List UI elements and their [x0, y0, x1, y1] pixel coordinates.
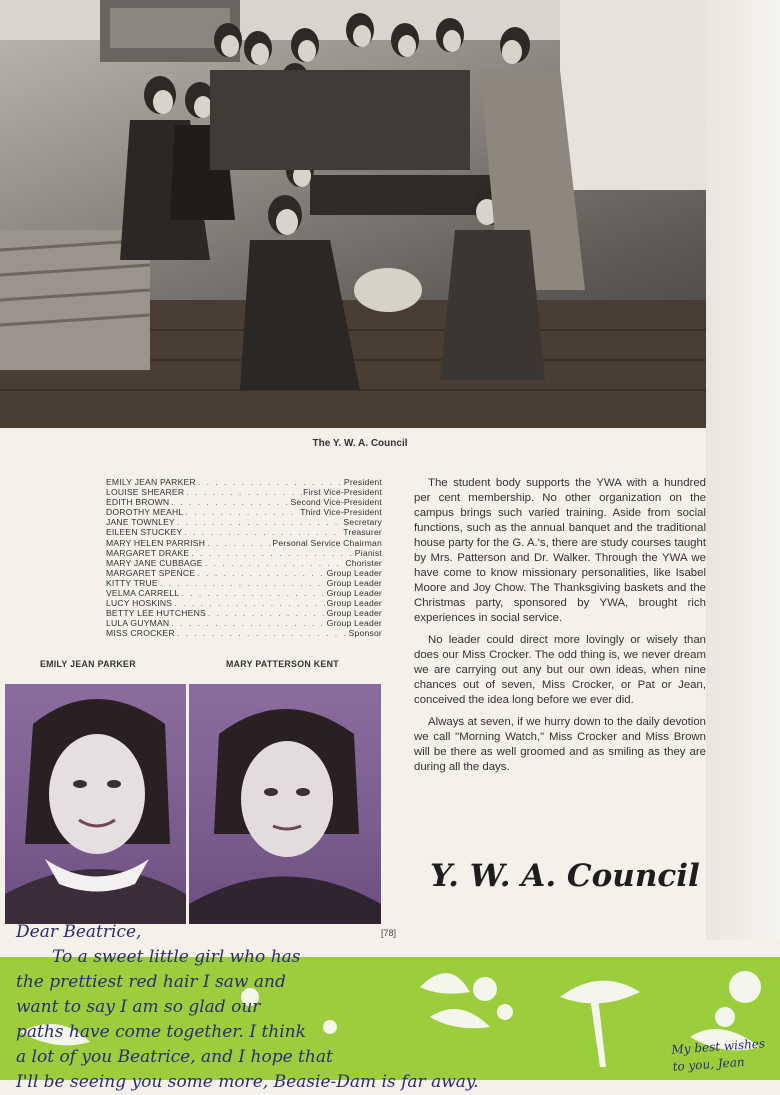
handwriting-line: a lot of you Beatrice, and I hope that [16, 1047, 333, 1067]
roster-role: Group Leader [326, 618, 382, 629]
roster-name: BETTY LEE HUTCHENS [106, 608, 206, 619]
roster-row [106, 477, 382, 487]
roster-name: EDITH BROWN [106, 497, 170, 508]
roster-name: MARY JANE CUBBAGE [106, 557, 203, 568]
roster-row [106, 568, 382, 578]
roster-row [106, 527, 382, 537]
page-number: [78] [381, 928, 397, 938]
portrait-label-right: MARY PATTERSON KENT [226, 659, 339, 669]
roster-role: Group Leader [326, 598, 382, 609]
roster-row [106, 497, 382, 507]
roster-role: Group Leader [326, 588, 382, 599]
roster-row [106, 538, 382, 548]
roster-role: Group Leader [326, 577, 382, 588]
roster-name: LULA GUYMAN [106, 618, 170, 629]
portrait-photo-right [189, 684, 381, 924]
roster-row [106, 548, 382, 558]
roster-name: VELMA CARRELL [106, 588, 180, 599]
roster-role: First Vice-President [303, 487, 382, 498]
roster-name: MARY HELEN PARRISH [106, 537, 206, 548]
roster-row [106, 628, 382, 638]
roster-role: Chorister [345, 557, 382, 568]
roster-name: EILEEN STUCKEY [106, 527, 183, 538]
handwriting-line: To a sweet little girl who has [52, 947, 301, 967]
handwriting-line: paths have come together. I think [16, 1022, 306, 1042]
roster-name: EMILY JEAN PARKER [106, 477, 196, 487]
roster-row [106, 507, 382, 517]
roster-role: Secretary [343, 517, 382, 528]
side-note-line: My best wishes [671, 1036, 766, 1057]
roster-role: Personal Service Chairman [272, 537, 382, 548]
roster-name: MARGARET SPENCE [106, 567, 196, 578]
handwriting-line: the prettiest red hair I saw and [16, 972, 286, 992]
roster-name: DOROTHY MEAHL [106, 507, 184, 518]
roster-row [106, 598, 382, 608]
roster-role: Sponsor [348, 628, 382, 639]
roster-row [106, 618, 382, 628]
officer-roster [106, 477, 382, 639]
body-paragraph: Always at seven, if we hurry down to the daily devotion we call "Morning Watch," Miss Crocker and Miss Brown will be there as well groomed and as smiling as they are during all the days. [414, 716, 706, 773]
roster-name: LOUISE SHEARER [106, 487, 185, 498]
photo-caption: The Y. W. A. Council [312, 438, 408, 449]
roster-row [106, 558, 382, 568]
roster-row [106, 517, 382, 527]
roster-row [106, 588, 382, 598]
roster-role: Group Leader [326, 608, 382, 619]
roster-role: Second Vice-President [290, 497, 382, 508]
handwriting-line: I'll be seeing you some more, Beasie-Dam is far away. [16, 1072, 479, 1092]
roster-role: President [343, 477, 382, 487]
body-paragraph: No leader could direct more lovingly or wisely than does our Miss Crocker. The odd thing is, we never dream we are carrying out any but our own ideas, when nine chances out of seven, Miss Crocker, or Pat or Jean, conceived the idea long before we ever did. [414, 634, 706, 706]
portrait-photo-left [5, 684, 186, 924]
roster-name: MISS CROCKER [106, 628, 175, 639]
roster-row [106, 487, 382, 497]
roster-name: KITTY TRUE [106, 577, 158, 588]
group-photo [0, 0, 706, 428]
roster-role: Third Vice-President [300, 507, 382, 518]
roster-row [106, 578, 382, 588]
portrait-label-left: EMILY JEAN PARKER [40, 659, 136, 669]
roster-role: Pianist [354, 547, 382, 558]
body-paragraph: The student body supports the YWA with a hundred per cent membership. No other organization on the campus brings such varied training. Aside from social functions, such as the annual banquet and the traditional house party for the G. A.'s, there are study courses taught by Mrs. Patterson and Dr. Walker. Through the YWA we have come to know missionary personalities, like Isabel Moore and Joy Chow. The Thanksgiving baskets and the Christmas party, sponsored by YWA, brought rich experiences in social service. [414, 477, 706, 624]
roster-name: MARGARET DRAKE [106, 547, 190, 558]
article-body [414, 476, 706, 782]
roster-name: JANE TOWNLEY [106, 517, 175, 528]
roster-name: LUCY HOSKINS [106, 598, 173, 609]
page-margin [706, 0, 780, 940]
roster-role: Treasurer [343, 527, 382, 538]
side-note-line: to you, Jean [672, 1054, 746, 1074]
handwriting-line: Dear Beatrice, [16, 922, 142, 942]
section-title: Y. W. A. Council [430, 858, 700, 894]
handwritten-inscription [16, 920, 536, 1095]
handwriting-line: want to say I am so glad our [16, 997, 261, 1017]
roster-role: Group Leader [326, 567, 382, 578]
roster-row [106, 608, 382, 618]
